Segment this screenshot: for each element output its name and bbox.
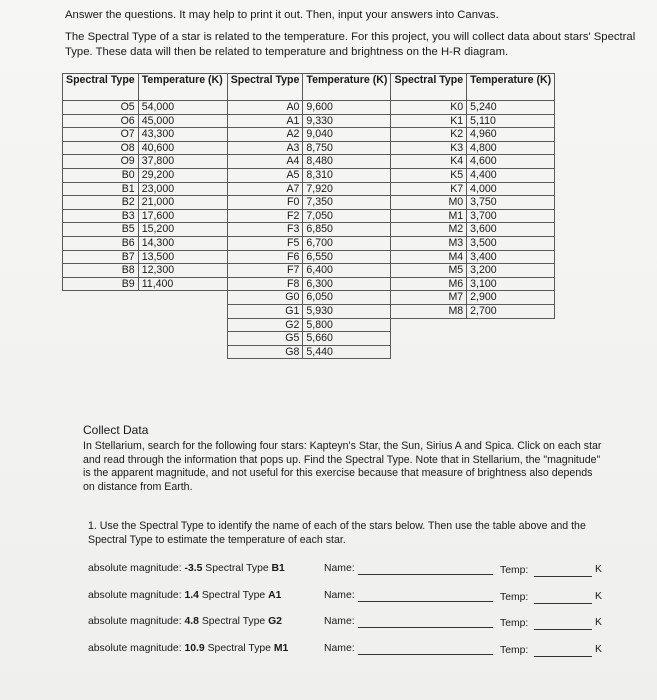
temperature-cell: 21,000 [138,196,227,210]
table-row [63,291,555,305]
empty-cell [138,318,227,332]
empty-cell [391,345,467,359]
magnitude-label: absolute magnitude: [88,563,182,574]
temperature-cell: 4,400 [467,168,555,182]
temperature-cell: 40,600 [138,141,227,155]
spectral-type-cell: B6 [63,236,139,250]
temperature-cell: 6,300 [303,277,391,291]
table-row [63,128,555,142]
spectral-type-cell: O7 [63,128,139,142]
spectral-type-cell: A0 [227,101,303,115]
spectral-type-cell: F7 [227,264,303,278]
spectral-type-cell: F3 [227,223,303,237]
temperature-cell: 6,550 [303,250,391,264]
table-row [63,182,555,196]
spectral-type-cell: B8 [63,264,139,278]
spectral-type-cell: K5 [391,168,467,182]
temperature-cell: 54,000 [138,101,227,115]
spectral-type-cell: M8 [391,304,467,318]
header-spectral-type-1: Spectral Type [63,74,139,101]
star-question-row [88,643,608,657]
temperature-cell: 8,750 [303,141,391,155]
spectral-type-cell: G0 [227,291,303,305]
spectral-type-cell: G2 [227,318,303,332]
spectral-type-cell: M4 [391,250,467,264]
kelvin-unit: K [595,564,602,575]
kelvin-unit: K [595,617,602,628]
table-row [63,168,555,182]
spectral-type-cell: G1 [227,304,303,318]
name-answer-blank[interactable] [358,654,493,655]
temperature-cell: 5,660 [303,332,391,346]
table-row [63,196,555,210]
temp-label: Temp: [500,618,529,629]
temperature-cell: 6,400 [303,264,391,278]
empty-cell [63,345,139,359]
empty-cell [138,345,227,359]
empty-cell [63,304,139,318]
header-spectral-type-3: Spectral Type [391,74,467,101]
magnitude-value: 10.9 [184,643,205,654]
star-question-row [88,590,608,604]
spectral-type-cell: M3 [391,236,467,250]
spectral-type-cell: M7 [391,291,467,305]
table-row [63,236,555,250]
magnitude-label: absolute magnitude: [88,643,182,654]
temperature-cell: 7,050 [303,209,391,223]
temperature-cell: 5,240 [467,101,555,115]
temperature-cell: 5,440 [303,345,391,359]
spectral-type-cell: K3 [391,141,467,155]
spectral-type-cell: O8 [63,141,139,155]
magnitude-spectral-info [88,643,288,654]
name-answer-blank[interactable] [358,574,493,575]
spectral-type-cell: F0 [227,196,303,210]
empty-cell [63,318,139,332]
spectral-type-cell: A3 [227,141,303,155]
spectral-type-cell: M0 [391,196,467,210]
spectral-type-cell: O5 [63,101,139,115]
temperature-cell: 5,110 [467,114,555,128]
magnitude-label: absolute magnitude: [88,590,182,601]
spectral-value: G2 [268,616,282,627]
table-row [63,209,555,223]
temperature-cell: 4,800 [467,141,555,155]
table-row [63,318,555,332]
table-row [63,345,555,359]
table-row [63,141,555,155]
temperature-cell: 9,600 [303,101,391,115]
spectral-type-cell: B7 [63,250,139,264]
header-spectral-type-2: Spectral Type [227,74,303,101]
temperature-cell: 17,600 [138,209,227,223]
empty-cell [63,332,139,346]
spectral-label: Spectral Type [205,563,269,574]
magnitude-label: absolute magnitude: [88,616,182,627]
temperature-cell: 43,300 [138,128,227,142]
spectral-type-cell: B0 [63,168,139,182]
temp-label: Temp: [500,592,529,603]
empty-cell [63,291,139,305]
spectral-value: B1 [271,563,285,574]
empty-cell [391,332,467,346]
temperature-cell: 3,500 [467,236,555,250]
table-row [63,277,555,291]
header-temperature-3: Temperature (K) [467,74,555,101]
spectral-type-cell: A5 [227,168,303,182]
magnitude-value: 4.8 [184,616,199,627]
empty-cell [391,318,467,332]
magnitude-spectral-info [88,563,285,574]
temp-answer-blank[interactable] [534,576,592,577]
name-label: Name: [324,590,355,601]
temperature-cell: 3,100 [467,277,555,291]
spectral-type-cell: M1 [391,209,467,223]
name-answer-blank[interactable] [358,627,493,628]
temperature-cell: 2,700 [467,304,555,318]
header-temperature-1: Temperature (K) [138,74,227,101]
temperature-cell: 45,000 [138,114,227,128]
header-temperature-2: Temperature (K) [303,74,391,101]
spectral-type-cell: F8 [227,277,303,291]
spectral-type-cell: A4 [227,155,303,169]
name-label: Name: [324,643,355,654]
spectral-type-cell: K2 [391,128,467,142]
empty-cell [138,291,227,305]
collect-data-heading: Collect Data [83,423,149,437]
kelvin-unit: K [595,591,602,602]
spectral-type-cell: K0 [391,101,467,115]
spectral-type-cell: K4 [391,155,467,169]
temperature-cell: 37,800 [138,155,227,169]
magnitude-value: -3.5 [184,563,203,574]
temperature-cell: 12,300 [138,264,227,278]
question-1-prompt: 1. Use the Spectral Type to identify the name of each of the stars below. Then use the table above and the Spectral Type to estimate the temperature of each star. [88,520,586,546]
temperature-cell: 9,040 [303,128,391,142]
temperature-cell: 23,000 [138,182,227,196]
temperature-cell: 3,700 [467,209,555,223]
spectral-type-cell: O6 [63,114,139,128]
spectral-type-cell: A2 [227,128,303,142]
empty-cell [467,318,555,332]
temp-answer-blank[interactable] [534,656,592,657]
spectral-type-cell: A1 [227,114,303,128]
temperature-cell: 29,200 [138,168,227,182]
temperature-cell: 2,900 [467,291,555,305]
temperature-cell: 3,400 [467,250,555,264]
spectral-type-cell: G8 [227,345,303,359]
temperature-cell: 5,800 [303,318,391,332]
spectral-label: Spectral Type [207,643,271,654]
name-label: Name: [324,616,355,627]
table-row [63,250,555,264]
spectral-type-cell: B9 [63,277,139,291]
spectral-label: Spectral Type [201,616,266,627]
spectral-type-cell: B3 [63,209,139,223]
name-answer-blank[interactable] [358,601,493,602]
temp-label: Temp: [500,565,529,576]
table-row [63,114,555,128]
temperature-cell: 4,000 [467,182,555,196]
temp-answer-blank[interactable] [534,629,592,630]
spectral-type-cell: O9 [63,155,139,169]
spectral-type-cell: K7 [391,182,467,196]
spectral-type-cell: F6 [227,250,303,264]
kelvin-unit: K [595,644,602,655]
temperature-cell: 15,200 [138,223,227,237]
temperature-cell: 5,930 [303,304,391,318]
temp-answer-blank[interactable] [534,603,592,604]
name-label: Name: [324,563,355,574]
project-description: The Spectral Type of a star is related to the temperature. For this project, you will collect data about stars' Spectral Type. These data will then be related to temperature and brightness on the H-R diagram. [65,31,636,58]
star-question-row [88,616,608,630]
temperature-cell: 3,750 [467,196,555,210]
star-question-row [88,563,608,577]
magnitude-value: 1.4 [184,590,199,601]
table-row [63,332,555,346]
spectral-type-cell: A7 [227,182,303,196]
spectral-type-cell: M5 [391,264,467,278]
temperature-cell: 7,350 [303,196,391,210]
spectral-value: M1 [273,643,289,654]
temperature-cell: 8,310 [303,168,391,182]
temperature-cell: 3,600 [467,223,555,237]
temperature-cell: 11,400 [138,277,227,291]
temperature-cell: 8,480 [303,155,391,169]
table-row [63,264,555,278]
table-row [63,155,555,169]
magnitude-spectral-info [88,616,282,627]
spectral-type-cell: M2 [391,223,467,237]
instructions-line: Answer the questions. It may help to print it out. Then, input your answers into Canvas. [65,9,499,21]
temperature-cell: 6,050 [303,291,391,305]
spectral-type-cell: B5 [63,223,139,237]
table-row [63,304,555,318]
spectral-type-cell: B1 [63,182,139,196]
spectral-type-cell: F2 [227,209,303,223]
empty-cell [467,332,555,346]
spectral-type-cell: B2 [63,196,139,210]
spectral-label: Spectral Type [201,590,266,601]
table-row [63,223,555,237]
collect-data-instructions: In Stellarium, search for the following four stars: Kapteyn's Star, the Sun, Sirius A and Spica. Click on each star and read through the information that pops up. Find the Spectral Type. Note that in Stellarium, the "magnitude" is the apparent magnitude, and not useful for this exercise because that measure of brightness also depends on distance from Earth. [83,440,602,493]
spectral-type-cell: M6 [391,277,467,291]
temperature-cell: 4,600 [467,155,555,169]
empty-cell [467,345,555,359]
spectral-type-cell: F5 [227,236,303,250]
temperature-cell: 7,920 [303,182,391,196]
temperature-cell: 3,200 [467,264,555,278]
temperature-cell: 9,330 [303,114,391,128]
temperature-cell: 6,850 [303,223,391,237]
temperature-cell: 6,700 [303,236,391,250]
table-row [63,101,555,115]
temperature-cell: 14,300 [138,236,227,250]
spectral-type-table [62,73,555,359]
magnitude-spectral-info [88,590,281,601]
table-body [63,101,555,359]
temperature-cell: 13,500 [138,250,227,264]
spectral-type-cell: K1 [391,114,467,128]
temperature-cell: 4,960 [467,128,555,142]
temp-label: Temp: [500,645,529,656]
empty-cell [138,332,227,346]
spectral-value: A1 [268,590,282,601]
spectral-type-cell: G5 [227,332,303,346]
table-header-row [63,74,555,101]
empty-cell [138,304,227,318]
